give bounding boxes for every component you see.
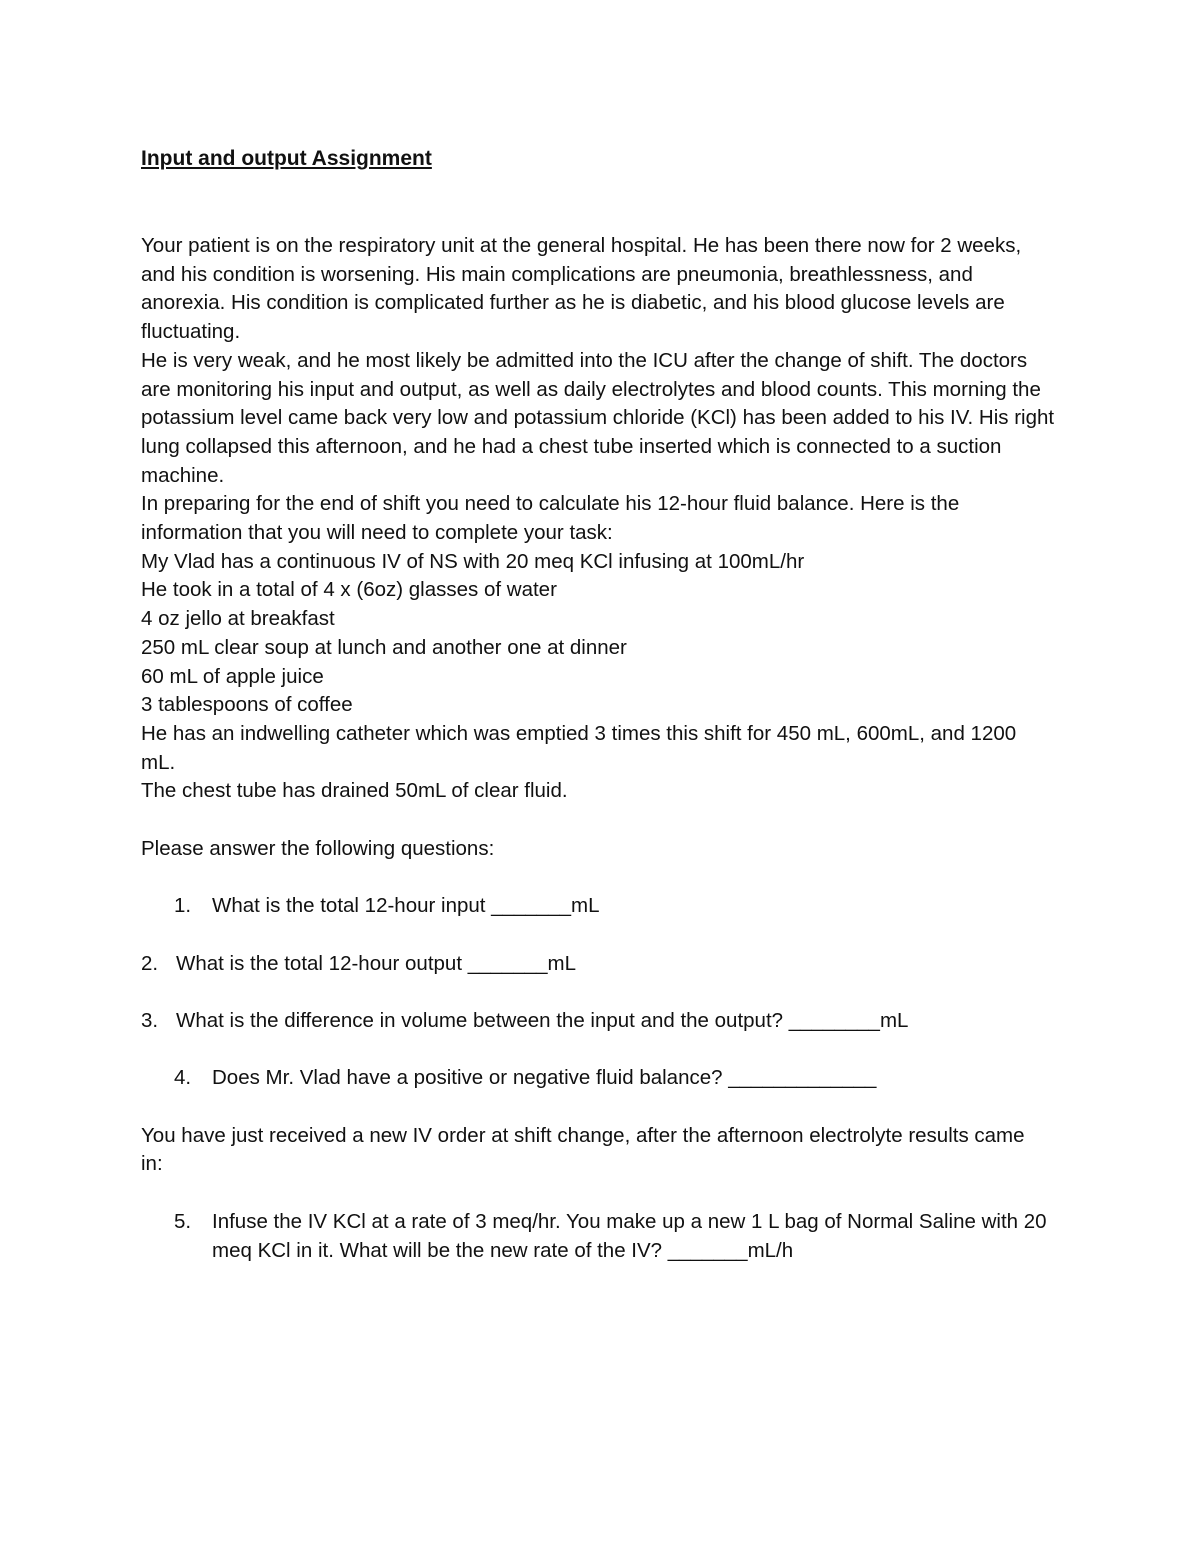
detail-jello: 4 oz jello at breakfast <box>141 607 335 631</box>
question-text: What is the total 12-hour input _______mL <box>212 894 600 918</box>
question-number: 4. <box>174 1066 192 1090</box>
questions-intro: Please answer the following questions: <box>141 836 495 860</box>
question-text: What is the difference in volume between the input and the output? ________mL <box>176 1008 909 1032</box>
question-item <box>141 892 1071 921</box>
question-text: What is the total 12-hour output _______mL <box>176 951 577 975</box>
document-title: Input and output Assignment <box>141 147 432 170</box>
detail-water: He took in a total of 4 x (6oz) glasses of water <box>141 578 557 602</box>
detail-chest-tube: The chest tube has drained 50mL of clear fluid. <box>141 779 568 803</box>
spacer <box>141 174 1071 232</box>
detail-juice: 60 mL of apple juice <box>141 664 324 688</box>
scenario-paragraph-3: In preparing for the end of shift you need to calculate his 12-hour fluid balance. Here is the information that you will need to complete your task: <box>141 492 960 545</box>
spacer <box>141 863 1071 892</box>
question-item <box>141 950 1071 979</box>
spacer <box>141 978 1071 1007</box>
detail-catheter: He has an indwelling catheter which was emptied 3 times this shift for 450 mL, 600mL, and 1200 mL. <box>141 721 1017 774</box>
document-page <box>141 144 1071 1265</box>
spacer <box>141 806 1071 835</box>
question-item <box>141 1064 1071 1093</box>
question-number: 2. <box>141 951 159 975</box>
question-number: 3. <box>141 1008 159 1032</box>
detail-soup: 250 mL clear soup at lunch and another one at dinner <box>141 635 627 659</box>
spacer <box>141 1093 1071 1122</box>
question-item <box>141 1208 1071 1265</box>
question-item <box>141 1007 1071 1036</box>
spacer <box>141 1036 1071 1065</box>
scenario-paragraph-1: Your patient is on the respiratory unit at the general hospital. He has been there now for 2 weeks, and his condition is worsening. His main complications are pneumonia, breathlessness, and anorexia. His condition is complicated further as he is diabetic, and his blood glucose levels are fluctuating. <box>141 234 1022 344</box>
question-number: 1. <box>174 894 192 918</box>
scenario-paragraph-2: He is very weak, and he most likely be admitted into the ICU after the change of shift. The doctors are monitoring his input and output, as well as daily electrolytes and blood counts. This morning the potassium level came back very low and potassium chloride (KCl) has been added to his IV. His right lung collapsed this afternoon, and he had a chest tube inserted which is connected to a suction machine. <box>141 348 1055 487</box>
detail-coffee: 3 tablespoons of coffee <box>141 693 353 717</box>
spacer <box>141 1179 1071 1208</box>
new-order-intro: You have just received a new IV order at shift change, after the afternoon electrolyte results came in: <box>141 1123 1025 1176</box>
question-number: 5. <box>174 1209 192 1233</box>
question-text: Does Mr. Vlad have a positive or negative fluid balance? _____________ <box>212 1066 877 1090</box>
question-text: Infuse the IV KCl at a rate of 3 meq/hr. You make up a new 1 L bag of Normal Saline with 20 meq KCl in it. What will be the new rate of the IV? _______mL/h <box>212 1209 1047 1262</box>
spacer <box>141 921 1071 950</box>
detail-iv: My Vlad has a continuous IV of NS with 20 meq KCl infusing at 100mL/hr <box>141 549 805 573</box>
